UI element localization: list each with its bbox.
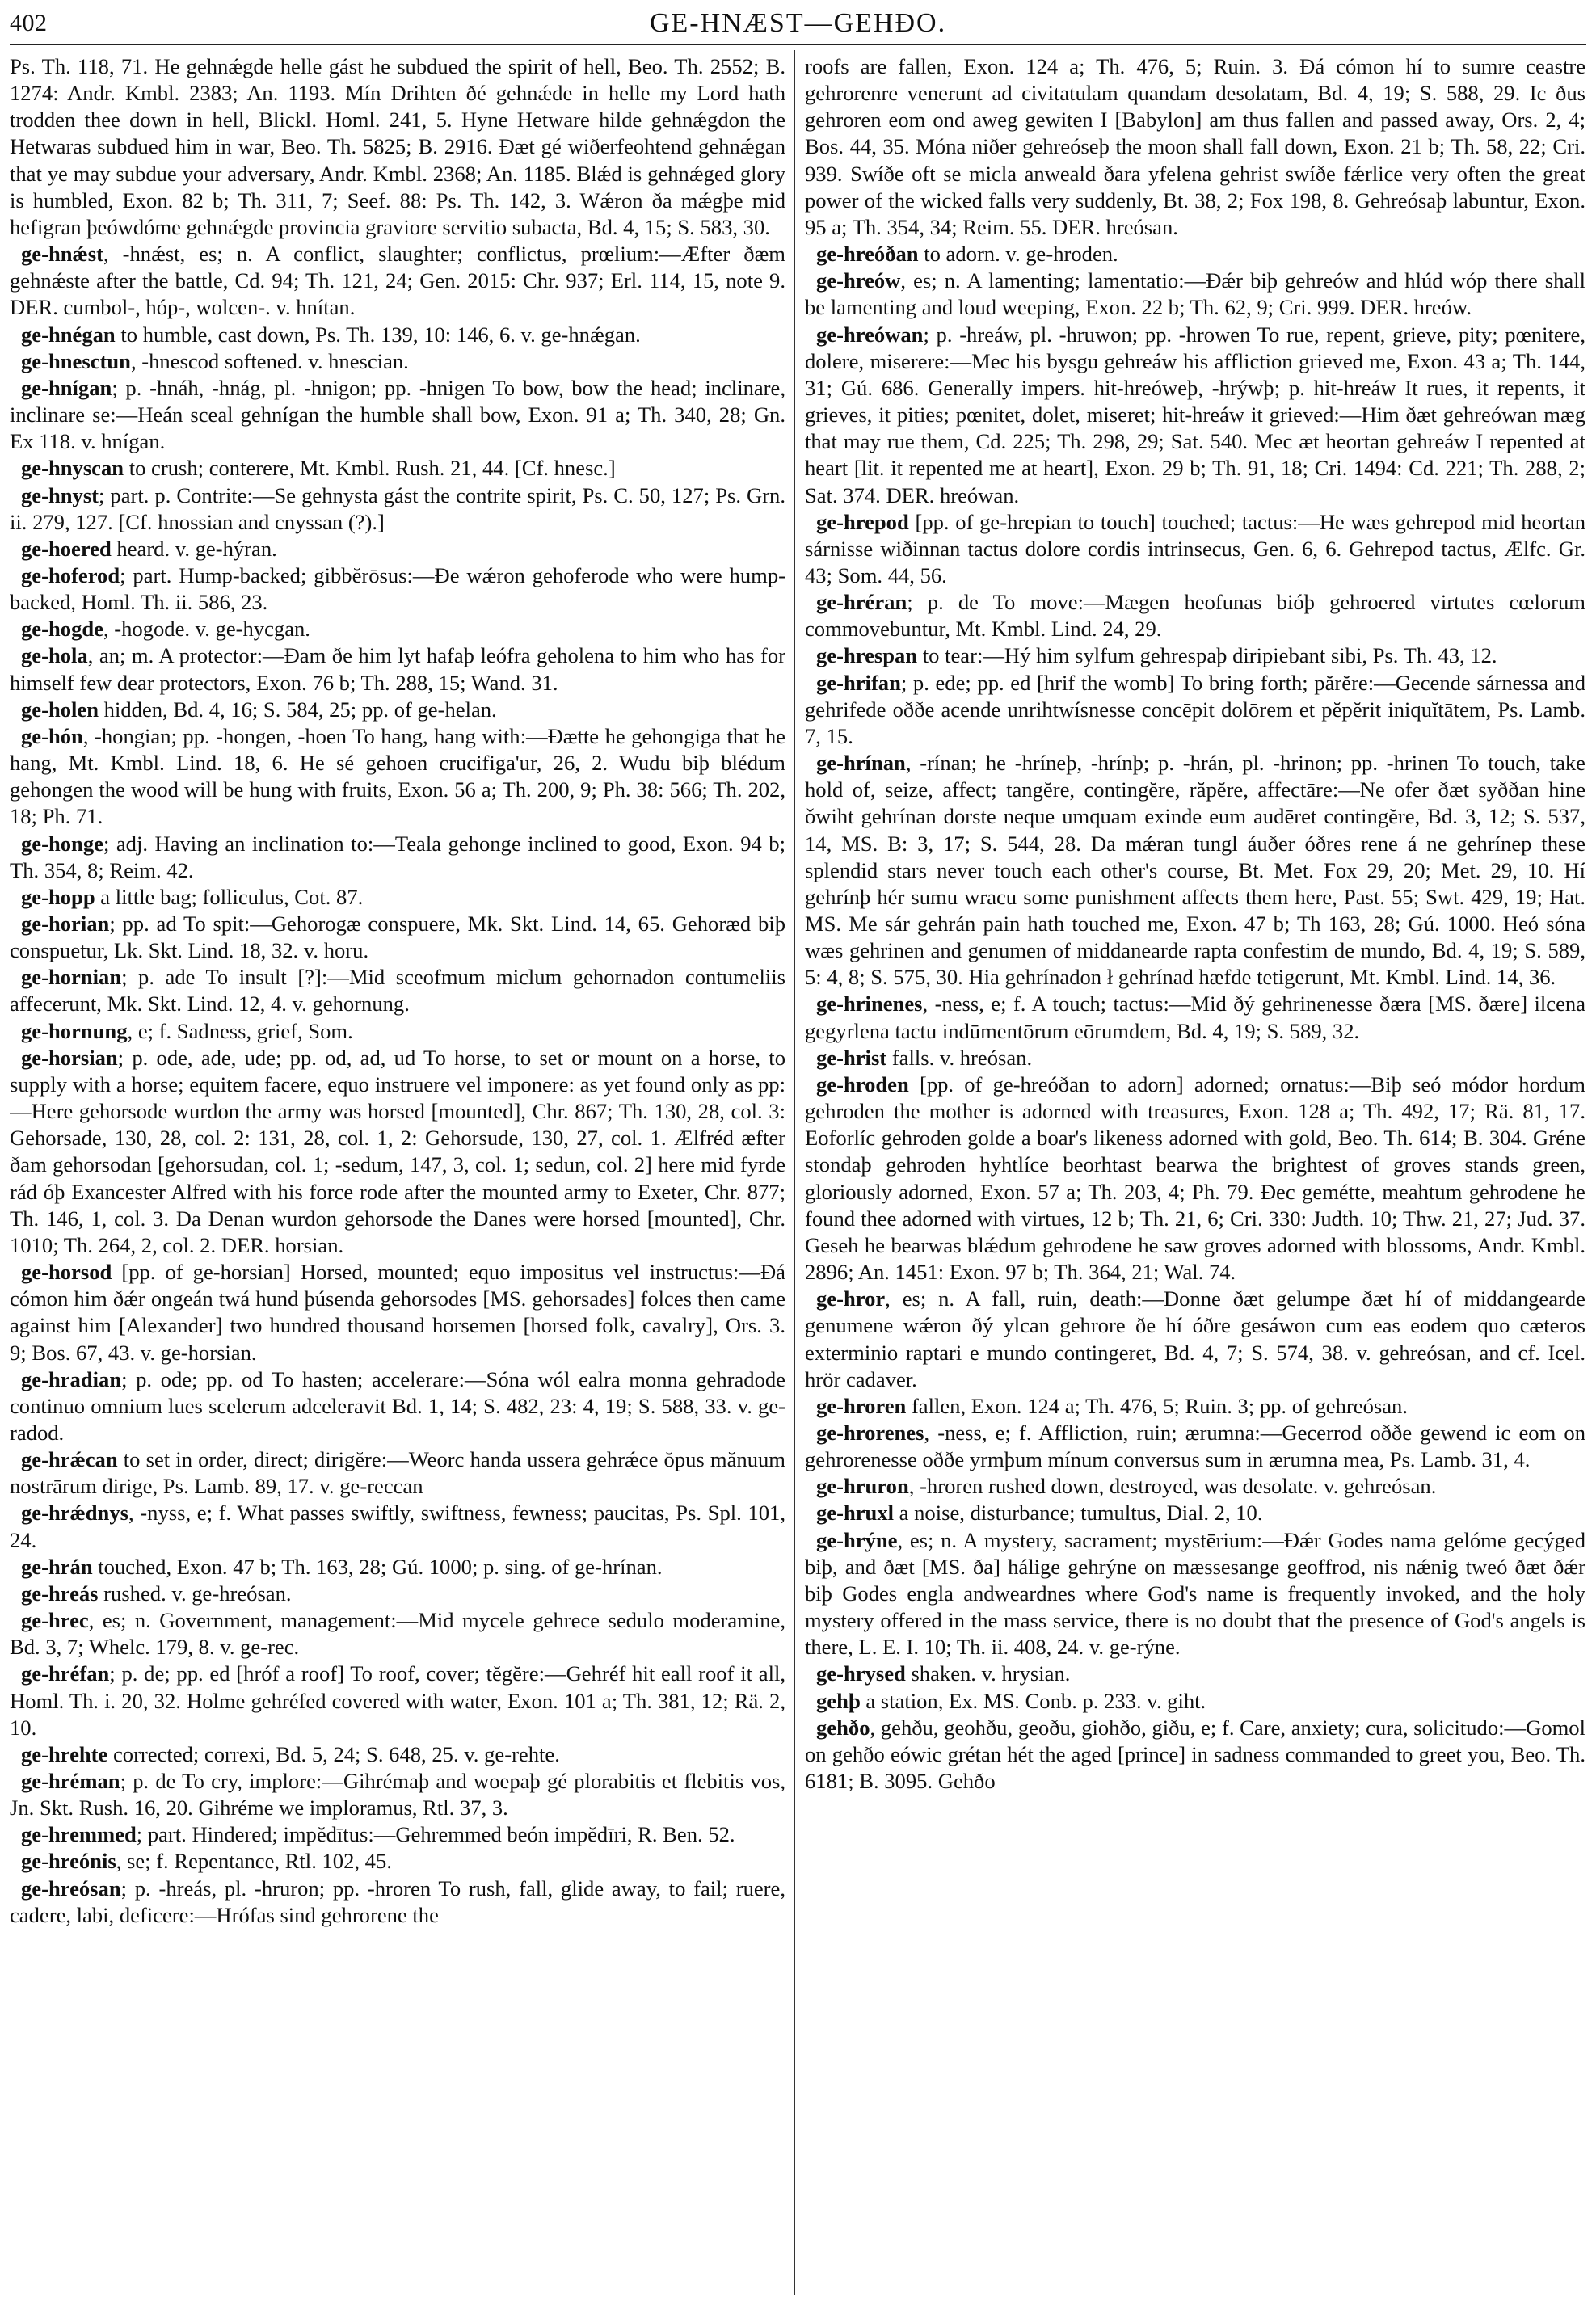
entry-text: , -hogode. v. ge-hycgan. [103, 617, 310, 642]
dictionary-entry [10, 964, 785, 1017]
dictionary-entry [10, 1821, 785, 1848]
dictionary-entry [10, 642, 785, 696]
entry-text: , -hnǽst, es; n. A conflict, slaughter; conflictus, prœlium:—Æfter ðæm gehnǽste after the battle, Cd. 94; Th. 121, 24; Gen. 2015: Chr. 937; Erl. 114, 15, note 9. DER. cumbol-, hóp-, wolcen-. v. hnítan. [10, 242, 785, 320]
entry-text: Ps. Th. 118, 71. He gehnǽgde helle gást he subdued the spirit of hell, Beo. Th. 2552; B. 1274: Andr. Kmbl. 2383; An. 1193. Mín Drihten ðé gehnǽde in helle my Lord hath trodden thee down in hell, Blickl. Homl. 241, 5. Hyne Hetware hilde gehnǽgdon the Hetwaras subdued him in war, Beo. Th. 5825; B. 2916. Ðæt gé wiðerfeohtend gehnǽgan that ye may subdue your adversary, Andr. Kmbl. 2368; An. 1185. Blǽd is gehnǽged glory is humbled, Exon. 82 b; Th. 311, 7; Seef. 88: Ps. Th. 142, 3. Wǽron ða mǽgþe mid hefigran þeówdóme gehnǽgde provincia graviore servitio subacta, Bd. 4, 15; S. 583, 30. [10, 54, 785, 239]
dictionary-entry [805, 1071, 1585, 1286]
entry-text: ; p. de To move:—Mægen heofunas bióþ gehroered virtutes cœlorum commovebuntur, Mt. Kmbl. Lind. 24, 29. [805, 590, 1585, 642]
entry-text: touched, Exon. 47 b; Th. 163, 28; Gú. 1000; p. sing. of ge-hrínan. [92, 1554, 663, 1579]
entry-text: , -hnescod softened. v. hnescian. [130, 348, 409, 373]
entry-text: , -hroren rushed down, destroyed, was desolate. v. gehreósan. [908, 1474, 1437, 1499]
entry-headword: ge-hola [21, 643, 88, 668]
entry-text: a station, Ex. MS. Conb. p. 233. v. giht. [860, 1688, 1206, 1713]
entry-text: to crush; conterere, Mt. Kmbl. Rush. 21, 44. [Cf. hnesc.] [124, 456, 616, 481]
entry-text: , -ness, e; f. A touch; tactus:—Mid ðý gehrinenesse ðæra [MS. ðære] ilcena gegyrlena tactu indūmentōrum eōrumdem, Bd. 4, 19; S. 589, 32. [805, 991, 1585, 1043]
dictionary-entry [10, 375, 785, 455]
dictionary-entry [805, 509, 1585, 589]
dictionary-entry [10, 723, 785, 831]
entry-headword: ge-hreóðan [816, 242, 919, 267]
entry-headword: ge-hnesctun [21, 348, 131, 373]
entry-text: to humble, cast down, Ps. Th. 139, 10: 146, 6. v. ge-hnǽgan. [115, 322, 641, 347]
dictionary-entry [10, 1259, 785, 1366]
entry-headword: ge-hrýne [816, 1527, 898, 1552]
dictionary-entry [805, 1688, 1585, 1715]
entry-text: , es; n. A mystery, sacrament; mystērium:—Ðǽr Godes nama gelóme gecýged biþ, and ðæt [MS. ða] hálige gehrýne on mæssesange geoffrod, nis nǽnig tweó ðæt ðǽr biþ Godes engla andweardnes where God's name is frequently invoked, and the holy mystery offered in the mass service, there is no doubt that the presence of God's angels is there, L. E. I. 10; Th. ii. 408, 24. v. ge-rýne. [805, 1527, 1585, 1660]
entry-text: fallen, Exon. 124 a; Th. 476, 5; Ruin. 3; pp. of gehreósan. [906, 1393, 1408, 1418]
dictionary-entry [805, 1393, 1585, 1420]
entry-headword: ge-hoered [21, 536, 112, 561]
entry-headword: ge-horsod [21, 1260, 112, 1285]
entry-text: hidden, Bd. 4, 16; S. 584, 25; pp. of ge-helan. [99, 697, 497, 722]
entry-text: , gehðu, geohðu, geoðu, giohðo, giðu, e; f. Care, anxiety; cura, solicitudo:—Gomol on gehðo eówic grétan hét the aged [prince] in sadness commanded to greet you, Beo. Th. 6181; B. 3095. Gehðo [805, 1715, 1585, 1793]
entry-text: to adorn. v. ge-hroden. [918, 242, 1118, 267]
dictionary-entry [10, 1045, 785, 1259]
entry-headword: ge-hrist [816, 1045, 887, 1070]
dictionary-entry [10, 348, 785, 375]
entry-text: ; pp. ad To spit:—Gehorogæ conspuere, Mk. Skt. Lind. 14, 65. Gehoræd biþ conspuetur, Lk. Skt. Lind. 18, 32. v. horu. [10, 911, 785, 963]
dictionary-entry [10, 697, 785, 723]
entry-text: ; part. p. Contrite:—Se gehnysta gást the contrite spirit, Ps. C. 50, 127; Ps. Grn. ii. 279, 127. [Cf. hnossian and cnyssan (?).] [10, 482, 785, 534]
dictionary-entry [10, 1500, 785, 1553]
dictionary-entry [10, 1366, 785, 1446]
entry-text: ; part. Hindered; impĕdītus:—Gehremmed beón impĕdīri, R. Ben. 52. [136, 1822, 735, 1847]
dictionary-entry [805, 53, 1585, 241]
entry-headword: ge-hreás [21, 1581, 99, 1606]
entry-headword: ge-hoferod [21, 562, 120, 587]
dictionary-entry [10, 1018, 785, 1045]
dictionary-entry [805, 1420, 1585, 1473]
entry-headword: ge-hornung [21, 1018, 128, 1043]
entry-text: a noise, disturbance; tumultus, Dial. 2, 10. [894, 1501, 1263, 1526]
entry-text: [pp. of ge-hrepian to touch] touched; tactus:—He wæs gehrepod mid heortan sárnisse wiðinnan tactus dolore cordis intrinsecus, Gen. 6, 6. Gehrepod tactus, Ælfc. Gr. 43; Som. 44, 56. [805, 509, 1585, 587]
entry-headword: ge-hrehte [21, 1741, 108, 1766]
entry-headword: ge-honge [21, 831, 103, 856]
entry-text: , -rínan; he -hríneþ, -hrínþ; p. -hrán, pl. -hrinon; pp. -hrinen To touch, take hold of, seize, affect; tangĕre, contingĕre, răpĕre, affectāre:—Ne ofer ðæt syððan hine ǒwiht gehrínan dorste neque umquam exinde eum audēret contingĕre, Bd. 3, 12; S. 537, 14, MS. B: 3, 17; S. 544, 28. Ða mǽran tungl áuðer óðres rene á ne gehrínep these splendid stars never touch each other's course, Bt. Met. Fox 29, 20; Met. 29, 10. Hí gehrínþ hér sumu wracu some punishment affects them here, Past. 55; Swt. 429, 19; Hat. MS. Me sár gehrán pain hath touched me, Exon. 47 b; Th 163, 28; Gú. 1000. Heó sóna wæs gehrinen and genumen of middanearde rapta confestim de mundo, Bd. 4, 19; S. 589, 5: 4, 8; S. 575, 30. Hia gehrínadon ł gehrínad hæfde tetigerunt, Mt. Kmbl. Lind. 14, 36. [805, 751, 1585, 990]
entry-headword: ge-hnígan [21, 375, 112, 400]
dictionary-entry [805, 1473, 1585, 1500]
dictionary-entry [10, 911, 785, 964]
entry-headword: ge-holen [21, 697, 99, 722]
entry-headword: ge-hrifan [816, 670, 901, 695]
dictionary-entry [805, 1286, 1585, 1393]
entry-text: ; part. Hump-backed; gibbĕrōsus:—Ðe wǽron gehoferode who were hump-backed, Homl. Th. ii. 586, 23. [10, 562, 785, 615]
column-divider [794, 50, 795, 2295]
entry-headword: ge-hréman [21, 1769, 120, 1793]
entry-headword: ge-hreów [816, 268, 901, 293]
dictionary-entry [10, 322, 785, 348]
entry-text: to set in order, direct; dirigĕre:—Weorc handa ussera gehrǽce ŏpus mănuum nostrārum dirige, Ps. Lamb. 89, 17. v. ge-reccan [10, 1447, 785, 1499]
entry-headword: ge-hroden [816, 1071, 909, 1097]
entry-headword: ge-hruron [816, 1474, 909, 1499]
dictionary-entry [10, 616, 785, 642]
entry-text: roofs are fallen, Exon. 124 a; Th. 476, 5; Ruin. 3. Ðá cómon hí to sumre ceastre gehrorenre venerunt ad civitatulam quandam desolatam, Bd. 4, 19; S. 588, 29. Ic ðus gehroren eom ond aweg gewiten I [Babylon] am thus fallen and passed away, Ors. 2, 4; Bos. 44, 35. Móna niðer gehreóseþ the moon shall fall down, Exon. 21 b; Th. 58, 22; Cri. 939. Swíðe oft se micla anweald ðara yfelena gehrist swíðe fǽrlice very often the great power of the wicked falls very suddenly, Bt. 38, 2; Fox 198, 8. Gehreósaþ labuntur, Exon. 95 a; Th. 354, 34; Reim. 55. DER. hreósan. [805, 54, 1585, 239]
entry-text: , -nyss, e; f. What passes swiftly, swiftness, fewness; paucitas, Ps. Spl. 101, 24. [10, 1501, 785, 1552]
entry-headword: ge-hradian [21, 1366, 122, 1391]
entry-text: , -hongian; pp. -hongen, -hoen To hang, hang with:—Ðætte he gehongiga that he hang, Mt. Kmbl. Lind. 18, 6. He sé gehoen crucifiga'ur, 26, 2. Wudu biþ blédum gehongen the wood will be hung with fruits, Exon. 56 a; Th. 200, 9; Ph. 38: 566; Th. 202, 18; Ph. 71. [10, 723, 785, 829]
entry-headword: ge-hreónis [21, 1849, 116, 1874]
left-column [10, 53, 785, 2300]
entry-headword: ge-hruxl [816, 1501, 895, 1526]
entry-headword: ge-hrorenes [816, 1420, 924, 1445]
dictionary-entry [805, 1527, 1585, 1661]
dictionary-entry [805, 750, 1585, 991]
entry-text: ; p. ede; pp. ed [hrif the womb] To bring forth; părĕre:—Gecende sárnessa and gehrifede oððe acende unrihtwísnesse concēpit dolōrem et pĕpĕrit iniquĭtātem, Ps. Lamb. 7, 15. [805, 670, 1585, 748]
dictionary-entry [10, 1607, 785, 1661]
dictionary-entry [10, 831, 785, 884]
entry-text: , es; n. Government, management:—Mid mycele gehrece sedulo moderamine, Bd. 3, 7; Whelc. 179, 8. v. ge-rec. [10, 1608, 785, 1660]
entry-headword: ge-hón [21, 723, 83, 748]
entry-text: ; p. -hreáw, pl. -hruwon; pp. -hrowen To rue, repent, grieve, pity; pœnitere, dolere, miserere:—Mec his bysgu gehreáw his affliction grieved me, Exon. 43 a; Th. 144, 31; Gú. 686. Generally impers. hit-hreóweþ, -hrýwþ; p. hit-hreáw It rues, it repents, it grieves, it pities; pœnitet, dolet, miseret; hit-hreáw it grieved:—Him ðæt gehreówan mæg that may rue them, Cd. 225; Th. 298, 29; Sat. 540. Mec æt heortan gehreáw I repented at heart [lit. it repented me at heart], Exon. 29 b; Th. 91, 18; Cri. 1494: Cd. 221; Th. 288, 2; Sat. 374. DER. hreówan. [805, 322, 1585, 507]
dictionary-entry [805, 1500, 1585, 1526]
entry-text: , es; n. A lamenting; lamentatio:—Ðǽr biþ gehreów and hlúd wóp there shall be lamenting and loud weeping, Exon. 22 b; Th. 62, 9; Cri. 999. DER. hreów. [805, 268, 1585, 320]
entry-headword: ge-hréran [816, 590, 907, 615]
entry-headword: ge-hrespan [816, 643, 918, 668]
dictionary-entry [805, 1661, 1585, 1687]
entry-headword: ge-hrǽdnys [21, 1501, 128, 1526]
dictionary-entry [10, 1741, 785, 1768]
entry-text: , an; m. A protector:—Ðam ðe him lyt hafaþ leófra geholena to him who has for himself few dear protectors, Exon. 76 b; Th. 288, 15; Wand. 31. [10, 643, 785, 695]
entry-headword: ge-hrinenes [816, 991, 923, 1017]
entry-text: shaken. v. hrysian. [905, 1661, 1071, 1686]
dictionary-entry [10, 455, 785, 482]
entry-text: corrected; correxi, Bd. 5, 24; S. 648, 25. v. ge-rehte. [107, 1741, 560, 1766]
entry-text: ; p. -hreás, pl. -hruron; pp. -hroren To rush, fall, glide away, to fail; ruere, cadere, labi, deficere:—Hrófas sind gehrorene the [10, 1875, 785, 1927]
entry-text: ; p. de; pp. ed [hróf a roof] To roof, cover; tĕgĕre:—Gehréf hit eall roof it all, Homl. Th. i. 20, 32. Holme gehréfed covered with water, Exon. 101 a; Th. 381, 12; Rä. 2, 10. [10, 1661, 785, 1740]
entry-headword: ge-hopp [21, 884, 95, 909]
entry-headword: ge-horian [21, 911, 110, 936]
entry-text: ; adj. Having an inclination to:—Teala gehonge inclined to good, Exon. 94 b; Th. 354, 8; Reim. 42. [10, 831, 785, 882]
dictionary-entry [10, 562, 785, 616]
entry-headword: gehðo [816, 1715, 870, 1740]
entry-headword: ge-hnǽst [21, 242, 103, 267]
entry-text: falls. v. hreósan. [886, 1045, 1033, 1070]
entry-headword: ge-hrán [21, 1554, 93, 1579]
dictionary-entry [10, 1768, 785, 1821]
entry-headword: ge-hroren [816, 1393, 907, 1418]
entry-text: rushed. v. ge-hreósan. [98, 1581, 292, 1606]
entry-headword: ge-hreósan [21, 1875, 121, 1901]
dictionary-entry [10, 884, 785, 911]
dictionary-entry [805, 1715, 1585, 1795]
entry-text: , e; f. Sadness, grief, Som. [127, 1018, 353, 1043]
entry-text: to tear:—Hý him sylfum gehrespaþ diripiebant sibi, Ps. Th. 43, 12. [917, 643, 1497, 668]
entry-headword: ge-hrínan [816, 751, 906, 776]
entry-headword: ge-hreówan [816, 322, 924, 347]
page-number: 402 [10, 10, 48, 36]
running-head: GE-HNÆST—GEHÐO. [649, 8, 947, 38]
entry-headword: gehþ [816, 1688, 861, 1713]
entry-headword: ge-hror [816, 1286, 886, 1311]
entry-text: heard. v. ge-hýran. [111, 536, 277, 561]
dictionary-entry [10, 536, 785, 562]
dictionary-entry [805, 1045, 1585, 1071]
entry-headword: ge-hrepod [816, 509, 909, 534]
dictionary-entry [805, 991, 1585, 1044]
entry-headword: ge-horsian [21, 1045, 118, 1070]
entry-headword: ge-hnégan [21, 322, 116, 347]
dictionary-entry [10, 1661, 785, 1741]
dictionary-entry [805, 589, 1585, 642]
entry-headword: ge-hrec [21, 1608, 89, 1633]
dictionary-entry [10, 1446, 785, 1500]
dictionary-entry [10, 482, 785, 536]
entry-headword: ge-hogde [21, 617, 103, 642]
dictionary-entry [10, 1848, 785, 1875]
entry-headword: ge-hnyst [21, 482, 99, 507]
dictionary-entry [805, 267, 1585, 321]
dictionary-entry [805, 241, 1585, 267]
right-column [805, 53, 1585, 2300]
entry-text: a little bag; folliculus, Cot. 87. [95, 884, 364, 909]
dictionary-entry [10, 241, 785, 321]
dictionary-entry [10, 1875, 785, 1929]
dictionary-entry [10, 1581, 785, 1607]
entry-headword: ge-hrysed [816, 1661, 906, 1686]
entry-text: , es; n. A fall, ruin, death:—Ðonne ðæt gelumpe ðæt hí of middangearde genumene wǽron ðý ylcan gehrore ðe hí óðre gesáwon cum eas eodem quo cæteros exterminio raptari e mundo contingeret, Bd. 4, 7; S. 574, 38. v. gehreósan, and cf. Icel. hrör cadaver. [805, 1286, 1585, 1391]
page-header [10, 5, 1586, 45]
entry-headword: ge-hornian [21, 965, 122, 990]
entry-text: , -ness, e; f. Affliction, ruin; ærumna:—Gecerrod oððe gewend ic eom on gehrorenesse oððe yrmþum mínum conversus sum in ærumna mea, Ps. Lamb. 31, 4. [805, 1420, 1585, 1472]
entry-text: [pp. of ge-horsian] Horsed, mounted; equo impositus vel instructus:—Ðá cómon him ðǽr ongeán twá hund þúsenda gehorsodes [MS. gehorsades] folces then came against him [Alexander] two hundred thousand horsemen [horsed folk, cavalry], Ors. 3. 9; Bos. 67, 43. v. ge-horsian. [10, 1260, 785, 1365]
dictionary-entry [805, 642, 1585, 669]
dictionary-entry [805, 322, 1585, 509]
dictionary-entry [10, 1554, 785, 1581]
entry-headword: ge-hréfan [21, 1661, 110, 1686]
entry-headword: ge-hrǽcan [21, 1447, 118, 1472]
entry-headword: ge-hremmed [21, 1822, 137, 1847]
entry-text: ; p. ade To insult [?]:—Mid sceofmum miclum gehornadon contumeliis affecerunt, Mk. Skt. Lind. 12, 4. v. gehornung. [10, 965, 785, 1017]
entry-text: ; p. ode; pp. od To hasten; accelerare:—Sóna wól ealra monna gehradode continuo omnium lues scelerum adceleravit Bd. 1, 14; S. 482, 23: 4, 19; S. 588, 33. v. ge-radod. [10, 1366, 785, 1445]
entry-text: ; p. ode, ade, ude; pp. od, ad, ud To horse, to set or mount on a horse, to supply with a horse; equitem facere, equo instruere vel imponere: as yet found only as pp:—Here gehorsode wurdon the army was horsed [mounted], Chr. 867; Th. 130, 28, col. 3: Gehorsade, 130, 28, col. 2: 131, 28, col. 1, 2: Gehorsude, 130, 27, col. 1. Ælfréd æfter ðam gehorsodan [gehorsudan, col. 1; -sedum, 147, 3, col. 1; sedun, col. 2] here mid fyrde rád óþ Exancester Alfred with his force rode after the mounted army to Exeter, Chr. 877; Th. 146, 1, col. 3. Ða Denan wurdon gehorsode the Danes were horsed [mounted], Chr. 1010; Th. 264, 2, col. 2. DER. horsian. [10, 1045, 785, 1257]
dictionary-entry [805, 670, 1585, 750]
dictionary-entry [10, 53, 785, 241]
entry-headword: ge-hnyscan [21, 456, 124, 481]
entry-text: ; p. -hnáh, -hnág, pl. -hnigon; pp. -hnigen To bow, bow the head; inclinare, inclinare se:—Heán sceal gehnígan the humble shall bow, Exon. 91 a; Th. 340, 28; Gn. Ex 118. v. hnígan. [10, 375, 785, 454]
entry-text: ; p. de To cry, implore:—Gihrémaþ and woepaþ gé plorabitis et flebitis vos, Jn. Skt. Rush. 16, 20. Gihréme we imploramus, Rtl. 37, 3. [10, 1769, 785, 1821]
entry-text: [pp. of ge-hreóðan to adorn] adorned; ornatus:—Biþ seó módor hordum gehroden the mother is adorned with treasures, Exon. 128 a; Th. 492, 17; Rä. 81, 17. Eoforlíc gehroden golde a boar's likeness adorned with gold, Beo. Th. 614; B. 304. Gréne stondaþ gehroden hyhtlíce beorhtast bearwa the brightest of groves stands green, gloriously adorned, Exon. 57 a; Th. 203, 4; Ph. 79. Ðec gemétte, meahtum gehrodene he found thee adorned with virtues, 12 b; Th. 21, 6; Cri. 330: Judth. 10; Thw. 21, 27; Jud. 37. Geseh he bearwas blǽdum gehrodene he saw groves adorned with blossoms, Andr. Kmbl. 2896; An. 1451: Exon. 97 b; Th. 364, 21; Wal. 74. [805, 1071, 1585, 1285]
entry-text: , se; f. Repentance, Rtl. 102, 45. [116, 1849, 392, 1874]
